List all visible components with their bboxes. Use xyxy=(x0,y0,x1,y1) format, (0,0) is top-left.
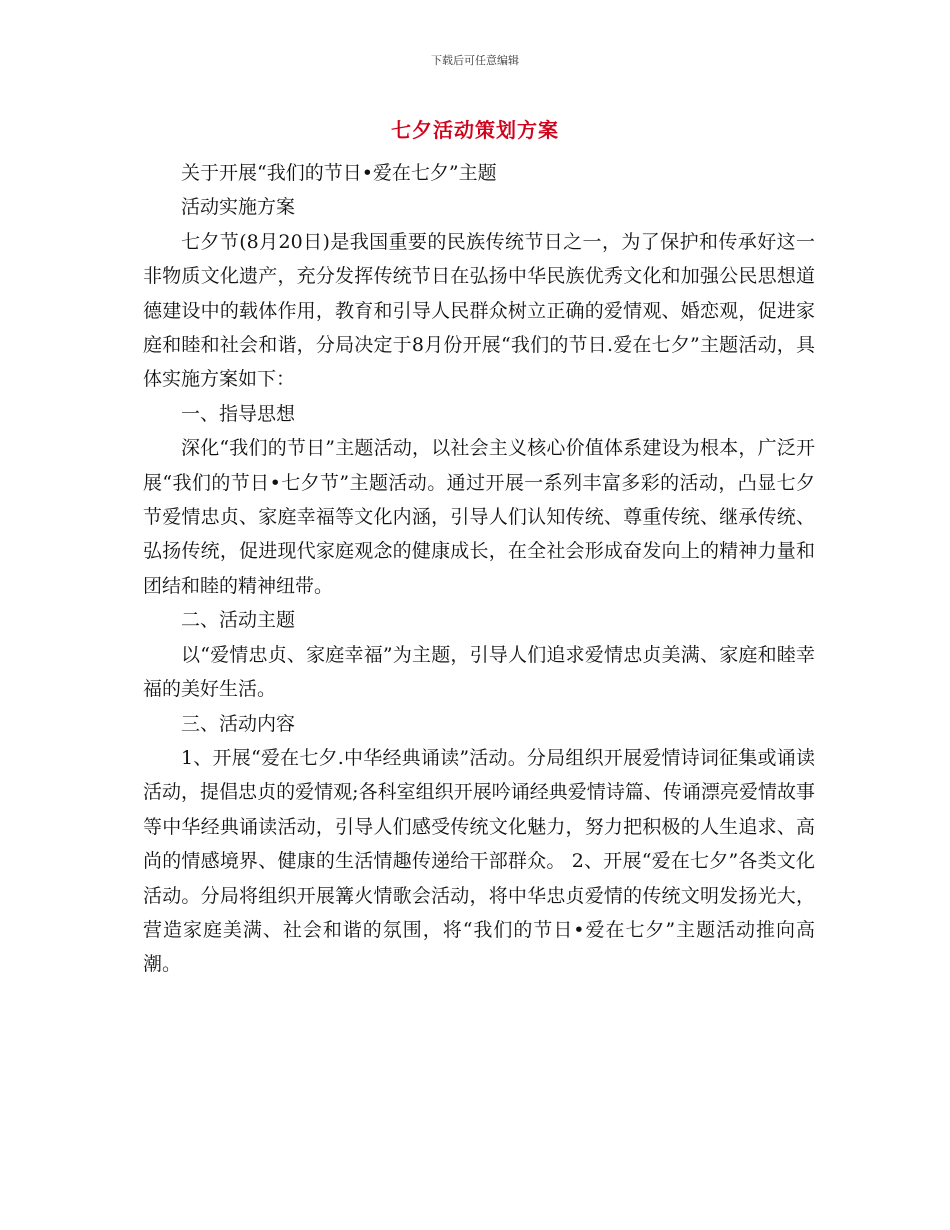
document-body xyxy=(143,156,815,982)
paragraph-intro: 七夕节(8月20日)是我国重要的民族传统节日之一，为了保护和传承好这一非物质文化遗产，充分发挥传统节日在弘扬中华民族优秀文化和加强公民思想道德建设中的载体作用，教育和引导人民群众树立正确的爱情观、婚恋观，促进家庭和睦和社会和谐，分局决定于8月份开展“我们的节日.爱在七夕”主题活动，具体实施方案如下： xyxy=(143,230,815,391)
header-note: 下载后可任意编辑 xyxy=(431,54,519,67)
paragraph-guiding-thought: 深化“我们的节日”主题活动，以社会主义核心价值体系建设为根本，广泛开展“我们的节日•七夕节”主题活动。通过开展一系列丰富多彩的活动，凸显七夕节爱情忠贞、家庭幸福等文化内涵，引导人们认知传统、尊重传统、继承传统、弘扬传统，促进现代家庭观念的健康成长，在全社会形成奋发向上的精神力量和团结和睦的精神纽带。 xyxy=(143,437,815,597)
section-heading-theme: 二、活动主题 xyxy=(181,609,296,632)
section-heading-guiding-thought: 一、指导思想 xyxy=(181,402,296,425)
document-title: 七夕活动策划方案 xyxy=(391,118,559,142)
paragraph-content: 1、开展“爱在七夕.中华经典诵读”活动。分局组织开展爱情诗词征集或诵读活动，提倡忠贞的爱情观;各科室组织开展吟诵经典爱情诗篇、传诵漂亮爱情故事等中华经典诵读活动，引导人们感受传统文化魅力，努力把积极的人生追求、高尚的情感境界、健康的生活情趣传递给干部群众。 2、开展“爱在七夕”各类文化活动。分局将组织开展篝火情歌会活动，将中华忠贞爱情的传统文明发扬光大，营造家庭美满、社会和谐的氛围，将“我们的节日•爱在七夕”主题活动推向高潮。 xyxy=(143,746,815,976)
paragraph-subtitle-2: 活动实施方案 xyxy=(181,196,296,219)
paragraph-subtitle-1: 关于开展“我们的节日•爱在七夕”主题 xyxy=(181,162,497,184)
paragraph-theme: 以“爱情忠贞、家庭幸福”为主题，引导人们追求爱情忠贞美满、家庭和睦幸福的美好生活。 xyxy=(143,643,815,701)
section-heading-content: 三、活动内容 xyxy=(181,712,296,735)
